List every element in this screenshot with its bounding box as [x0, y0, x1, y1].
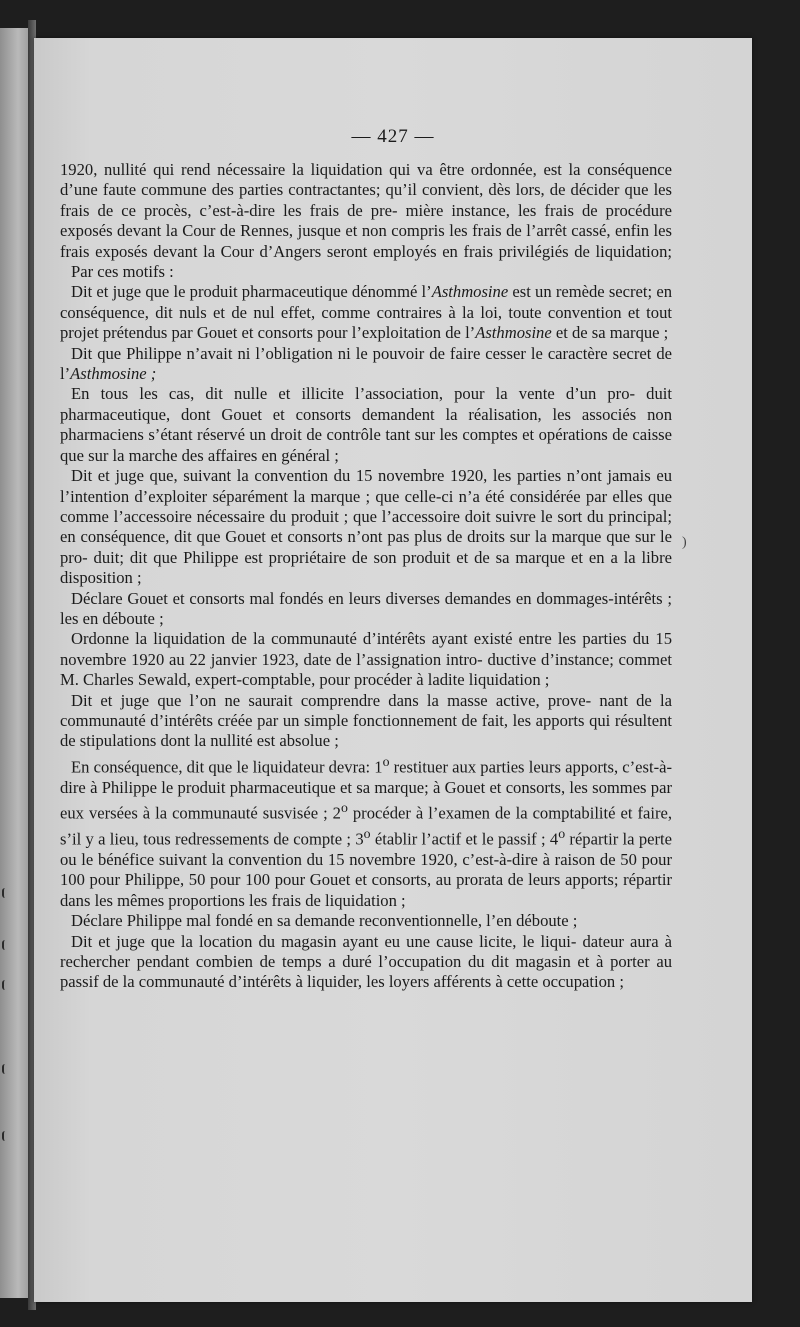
text-line: mière instance, les frais de procédure exposés devant la Cour de Rennes,	[60, 200, 672, 241]
text-line: restituer aux parties	[389, 757, 525, 777]
text-line: déboute ;	[516, 911, 578, 931]
text-line: remède secret; en conséquence, dit nuls et de nul effet, comme contraires	[60, 282, 672, 322]
paragraph	[60, 752, 672, 911]
paragraph	[60, 691, 672, 752]
paragraph	[60, 282, 672, 343]
text-line: procéder à ladite liquidation ;	[354, 670, 550, 690]
ordinal-mark: o	[382, 753, 390, 769]
text-line: tous redressements de compte ; 3	[143, 829, 364, 849]
text-line: Dit et juge que, suivant la convention du 15 novembre 1920, les parties	[71, 466, 562, 486]
page-body	[60, 160, 672, 993]
ordinal-mark: o	[558, 826, 566, 842]
edge-mark	[2, 1064, 10, 1074]
edge-mark	[2, 888, 10, 898]
text-line: parties du 15 novembre 1920 au 22 janvier 1923, date de l’assignation intro-	[60, 629, 672, 669]
text-line: caractère secret de l’	[60, 343, 672, 384]
text-line: Déclare Philippe mal fondé en sa demande reconventionnelle, l’en	[71, 911, 512, 931]
text-line: 1920, nullité qui rend nécessaire la liquidation qui va être ordonnée, est la	[60, 160, 581, 179]
italic-term: Asthmosine	[475, 323, 552, 343]
paragraph	[60, 466, 672, 588]
text-line: est un	[508, 282, 552, 302]
text-line: dommages-intérêts ; les en déboute ;	[60, 588, 673, 628]
text-line: ductive d’instance; commet M. Charles Sewald, expert-comptable, pour	[60, 649, 672, 690]
text-line: à la loi, toute convention et tout projet prétendus par Gouet et consorts	[60, 302, 673, 343]
text-line: conséquence d’une faute commune des parties contractantes; qu’il convient,	[60, 160, 672, 200]
text-line: les loyers afférents à cette occupation ;	[366, 972, 624, 992]
italic-term: Asthmosine	[431, 282, 509, 302]
text-line: Ordonne la liquidation de la communauté d’intérêts ayant existé entre les	[71, 629, 577, 649]
text-line: en a la libre disposition ;	[60, 547, 672, 588]
text-line: dès lors, de décider que les frais de ce procès, c’est-à-dire les frais de pre-	[60, 180, 672, 220]
paragraph	[60, 589, 672, 630]
text-line: susvisée ; 2	[262, 803, 341, 823]
text-line: Dit que Philippe n’avait ni l’obligation ni le pouvoir de faire cesser le	[71, 343, 543, 363]
text-line: nant de la communauté d’intérêts créée par un simple fonctionnement de	[60, 690, 672, 730]
previous-page-edge	[0, 28, 30, 1298]
italic-term: Asthmosine ;	[70, 364, 157, 384]
margin-mark: )	[682, 535, 687, 550]
edge-mark	[2, 980, 10, 990]
text-line: Dit et juge que le produit pharmaceutique dénommé l’	[71, 282, 432, 302]
page-number: — 427 —	[351, 126, 435, 147]
paragraph	[60, 629, 672, 690]
text-line: établir l’actif et le passif ; 4	[370, 829, 559, 849]
text-line: marque; à Gouet et consorts, les sommes par eux versées à la communauté	[60, 777, 672, 823]
text-line: dateur aura à rechercher pendant combien de temps a duré l’occupation du	[60, 931, 672, 972]
text-line: En conséquence, dit que le liquidateur devra: 1	[71, 757, 383, 777]
paragraph	[60, 384, 672, 466]
ordinal-mark: o	[340, 800, 348, 816]
paragraph	[60, 262, 672, 282]
text-line: Dit et juge que la location du magasin ayant eu une cause licite, le liqui-	[71, 931, 577, 951]
text-line: jusque et non compris les frais de l’arrêt cassé, enfin les frais exposés	[60, 221, 672, 261]
paragraph	[60, 344, 672, 385]
text-line: En tous les cas, dit nulle et illicite l’association, pour la vente d’un pro-	[71, 384, 636, 404]
text-line: devant la Cour d’Angers seront employés en frais privilégiés de liquidation;	[153, 241, 672, 261]
text-line: Déclare Gouet et consorts mal fondés en leurs diverses demandes en	[71, 588, 532, 608]
paragraph	[60, 932, 672, 993]
paragraph	[60, 160, 672, 262]
text-line: répartir la	[565, 829, 635, 849]
text-line: Dit et juge que l’on ne saurait comprendre dans la masse active, prove-	[71, 690, 592, 710]
text-line: perte ou le bénéfice suivant la convention du 15 novembre 1920, c’est-à-dire	[60, 829, 672, 869]
ordinal-mark: o	[363, 826, 371, 842]
text-line: leurs apports, c’est-à-dire à Philippe le produit pharmaceutique et sa	[60, 757, 673, 797]
text-line: n’ont jamais eu l’intention d’exploiter séparément la marque ; que celle-ci	[60, 466, 672, 506]
text-line: procéder à l’examen de la comptabilité et faire, s’il y a lieu,	[60, 803, 673, 849]
edge-mark	[2, 1131, 10, 1141]
text-line: Par ces motifs :	[71, 262, 174, 282]
text-line: fait, les apports qui résultent de stipulations dont la nullité est absolue ;	[60, 710, 672, 751]
text-line: au prorata de leurs apports; répartir dans les mêmes proportions les frais	[60, 870, 672, 910]
text-line: pour l’exploitation de l’	[317, 323, 476, 343]
text-line: et de sa marque ;	[551, 323, 669, 343]
text-line: Gouet et consorts n’ont pas plus de droits sur la marque que sur le pro-	[60, 527, 673, 567]
text-line: de liquidation ;	[305, 890, 406, 910]
paragraph	[60, 911, 672, 931]
text-line: que l’accessoire doit suivre le sort du principal; en conséquence, dit que	[60, 506, 672, 547]
text-line: à raison de 50 pour 100 pour Philippe, 50 pour 100 pour Gouet et consorts,	[60, 850, 673, 890]
edge-mark	[2, 940, 10, 950]
text-line: associés non pharmaciens s’étant réservé un droit de contrôle tant sur les	[60, 404, 673, 445]
text-line: duit pharmaceutique, dont Gouet et consorts demandent la réalisation, les	[60, 384, 672, 424]
text-line: comptes et opérations de caisse que sur la marche des affaires en général ;	[60, 425, 672, 465]
text-line: duit; dit que Philippe est propriétaire de son produit et de sa marque et	[93, 547, 583, 567]
text-line: dit magasin et à porter au passif de la communauté d’intérêts à liquider,	[60, 952, 673, 992]
text-line: n’a été considérée par elles que comme l’accessoire nécessaire du produit ;	[60, 486, 672, 526]
book-page	[34, 38, 752, 1302]
